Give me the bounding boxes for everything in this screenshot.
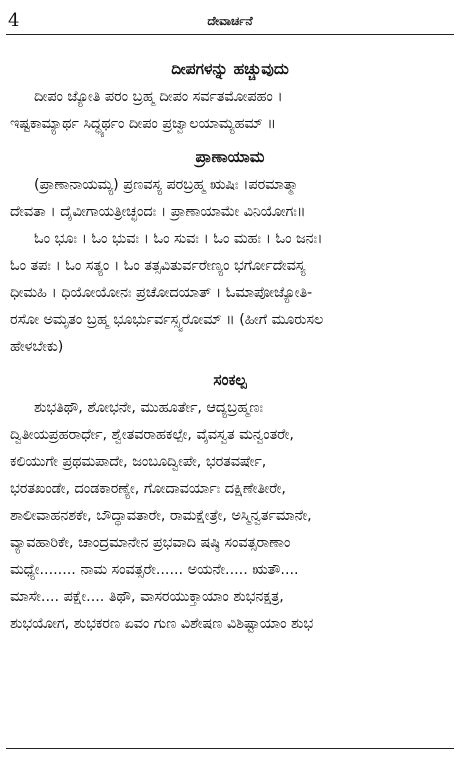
section-text — [10, 395, 450, 638]
running-title: ದೇವಾರ್ಚನೆ — [207, 13, 253, 28]
text-line: ಮಧ್ಯೇ........ ನಾಮ ಸಂವತ್ಸರೇ...... ಅಯನೇ..... ಋತೌ.... — [10, 562, 299, 578]
footer-rule — [6, 748, 454, 749]
text-line: ಭರತಖಂಡೇ, ದಂಡಕಾರಣ್ಯೇ, ಗೋದಾವರ್ಯಾಃ ದಕ್ಷಿಣೇತೀರೇ, — [10, 481, 286, 497]
text-line: (ಪ್ರಾಣಾನಾಯಮ್ಯ) ಪ್ರಣವಸ್ಯ ಪರಬ್ರಹ್ಮ ಋಷಿಃ ।ಪರಮಾತ್ಮಾ — [34, 177, 299, 193]
page-content — [10, 54, 450, 638]
text-line: ಶುಭತಿಥೌ, ಶೋಭನೇ, ಮುಹೂರ್ತೇ, ಆದ್ಯಬ್ರಹ್ಮಣಃ — [34, 400, 263, 416]
text-line: ದೇವತಾ । ದೈವೀಗಾಯತ್ರೀಚ್ಛಂದಃ । ಪ್ರಾಣಾಯಾಮೇ ವಿನಿಯೋಗಃ॥ — [10, 204, 306, 220]
section-heading: ಸಂಕಲ್ಪ — [213, 371, 247, 389]
text-line: ಕಲಿಯುಗೇ ಪ್ರಥಮಪಾದೇ, ಜಂಬೂದ್ವೀಪೇ, ಭರತವರ್ಷೇ, — [10, 454, 267, 470]
section-text — [10, 84, 450, 138]
section-pranayama — [10, 142, 450, 361]
section-heading: ಪ್ರಾಣಾಯಾಮ — [195, 148, 265, 166]
text-line: ರಸೋ ಅಮೃತಂ ಬ್ರಹ್ಮ ಭೂರ್ಭುರ್ವಸ್ಸ್ವರೋಮ್ ॥ (ಹೀಗೆ ಮೂರುಸಲ — [10, 312, 324, 328]
text-line: ದ್ವಿತೀಯಪ್ರಹರಾರ್ಧೇ, ಶ್ವೇತವರಾಹಕಲ್ಪೇ, ವೈವಸ್ವತ ಮನ್ವಂತರೇ, — [10, 427, 294, 443]
text-line: ಇಷ್ಟಕಾಮ್ಯಾರ್ಥ ಸಿದ್ಧ್ಯರ್ಥಂ ದೀಪಂ ಪ್ರಜ್ವಾಲಯಾಮ್ಯಹಮ್ ॥ — [10, 116, 276, 132]
text-line: ಓಂ ಭೂಃ । ಓಂ ಭುವಃ । ಓಂ ಸುವಃ । ಓಂ ಮಹಃ । ಓಂ ಜನಃ। — [34, 231, 323, 247]
section-deepa — [10, 54, 450, 138]
section-sankalpa — [10, 365, 450, 638]
text-line: ಶುಭಯೋಗ, ಶುಭಕರಣ ಏವಂ ಗುಣ ವಿಶೇಷಣ ವಿಶಿಷ್ಟಾಯಾಂ ಶುಭ — [10, 616, 314, 632]
text-line: ಧೀಮಹಿ । ಧಿಯೋಯೋನಃ ಪ್ರಚೋದಯಾತ್ । ಓಮಾಪೋಜ್ಯೋತಿ- — [10, 285, 313, 301]
text-line: ಮಾಸೇ.... ಪಕ್ಷೇ.... ತಿಥೌ, ವಾಸರಯುಕ್ತಾಯಾಂ ಶುಭನಕ್ಷತ್ರ, — [10, 589, 284, 605]
section-heading: ದೀಪಗಳನ್ನು ಹಚ್ಚುವುದು — [171, 60, 289, 78]
page-header — [6, 8, 454, 35]
page-number: 4 — [8, 10, 20, 31]
text-line: ಹೇಳಬೇಕು) — [10, 339, 64, 355]
text-line: ಶಾಲೀವಾಹನಶಕೇ, ಬೌದ್ಧಾವತಾರೇ, ರಾಮಕ್ಷೇತ್ರೇ, ಅಸ್ಮಿನ್ವರ್ತಮಾನೇ, — [10, 508, 312, 524]
text-line: ವ್ಯಾವಹಾರಿಕೇ, ಚಾಂದ್ರಮಾನೇನ ಪ್ರಭವಾದಿ ಷಷ್ಠಿ ಸಂವತ್ಸರಾಣಾಂ — [10, 535, 291, 551]
section-text — [10, 172, 450, 361]
text-line: ದೀಪಂ ಜ್ಯೋತಿ ಪರಂ ಬ್ರಹ್ಮ ದೀಪಂ ಸರ್ವತಮೋಪಹಂ । — [34, 89, 283, 105]
text-line: ಓಂ ತಪಃ । ಓಂ ಸತ್ಯಂ । ಓಂ ತತ್ಸವಿತುರ್ವರೇಣ್ಯಂ ಭರ್ಗೋದೇವಸ್ಯ — [10, 258, 306, 274]
